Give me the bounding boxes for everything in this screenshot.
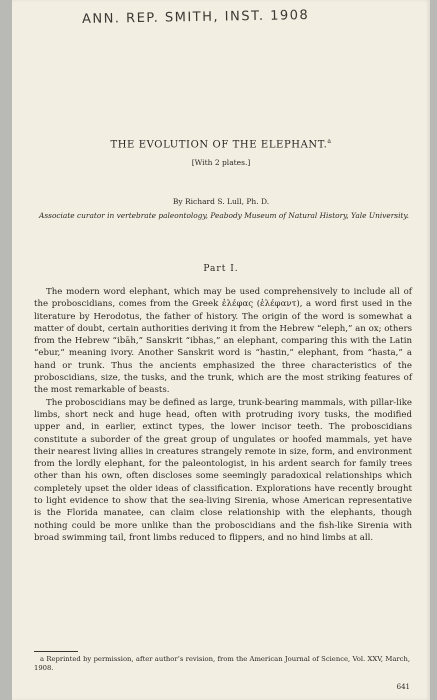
- page-number: 641: [396, 683, 410, 691]
- body-text: [34, 286, 412, 544]
- document-page: [12, 0, 430, 700]
- footnote: [34, 655, 410, 673]
- title-text: THE EVOLUTION OF THE ELEPHANT.: [110, 139, 328, 151]
- author-affiliation: Associate curator in vertebrate paleontology, Peabody Museum of Natural History, Yale University.: [39, 211, 409, 220]
- plates-note: [With 2 plates.]: [191, 158, 251, 167]
- footnote-text: a Reprinted by permission, after author’s revision, from the American Journal of Science, Vol. XXV, March, 1908.: [34, 655, 410, 672]
- footnote-divider: [34, 651, 78, 652]
- paragraph-2: The proboscidians may be defined as large, trunk-bearing mammals, with pillar-like limbs, short neck and huge head, often with protruding ivory tusks, the modified upper and, in earlier, extinct types, the lower incisor teeth. The proboscidians constitute a suborder of the great group of ungulates or hoofed mammals, yet have their nearest living allies in creatures strangely remote in size, form, and environment from the lordly elephant, for the paleontologist, in his ardent search for family trees other than his own, often discloses some seemingly paradoxical relationships which completely upset the older ideas of classification. Explorations have recently brought to light evidence to show that the sea-living Sirenia, whose American representative is the Florida manatee, can claim close relationship with the elephants, though nothing could be more unlike than the proboscidians and the fish-like Sirenia with broad swimming tail, front limbs reduced to flippers, and no hind limbs at all.: [34, 397, 412, 543]
- article-title: [12, 138, 430, 150]
- handwritten-annotation: ANN. REP. SMITH, INST. 1908: [81, 8, 310, 27]
- paragraph-1: The modern word elephant, which may be used comprehensively to include all of the proboscidians, comes from the Greek ἐλέφας (ἐλέφαντ), a word first used in the literature by Herodotus, the father of history. The origin of the word is somewhat a matter of doubt, certain authorities deriving it from the Hebrew “eleph,” an ox; others from the Hebrew “ibāh,” Sanskrit “ibhas,” an elephant, comparing this with the Latin “ebur,” meaning ivory. Another Sanskrit word is “hastin,” elephant, from “hasta,” a hand or trunk. Thus the ancients emphasized the three characteristics of the proboscidians, size, the tusks, and the trunk, which are the most striking features of the most remarkable of beasts.: [34, 287, 412, 396]
- author-line: By Richard S. Lull, Ph. D.: [172, 197, 270, 206]
- part-heading: Part I.: [203, 264, 239, 274]
- title-footnote-mark: a: [327, 138, 332, 145]
